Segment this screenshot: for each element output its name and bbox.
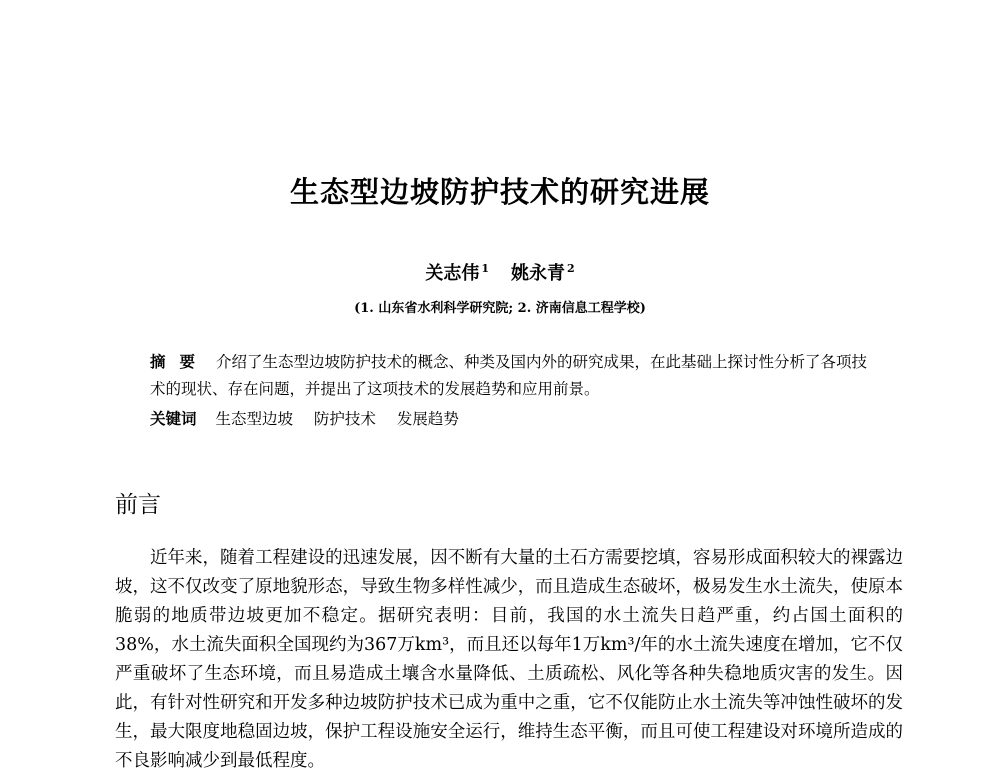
author-2-affil: 2 <box>567 262 575 275</box>
affiliation-line: (1. 山东省水利科学研究院; 2. 济南信息工程学校) <box>354 301 646 316</box>
keywords-label: 关键词 <box>150 410 197 428</box>
author-2 <box>511 263 575 284</box>
abstract-text: 介绍了生态型边坡防护技术的概念、种类及国内外的研究成果，在此基础上探讨性分析了各项技术的现状、存在问题，并提出了这项技术的发展趋势和应用前景。 <box>150 353 867 398</box>
author-1-affil: 1 <box>481 262 489 275</box>
paper-title: 生态型边坡防护技术的研究进展 <box>289 175 710 209</box>
intro-paragraph: 近年来，随着工程建设的迅速发展，因不断有大量的土石方需要挖填，容易形成面积较大的裸露边坡，这不仅改变了原地貌形态，导致生物多样性减少，而且造成生态破坏，极易发生水土流失，使原本脆弱的地质带边坡更加不稳定。据研究表明：目前，我国的水土流失日趋严重，约占国土面积的38%，水土流失面积全国现约为367万km³，而且还以每年1万km³/年的水土流失速度在增加，它不仅严重破坏了生态环境，而且易造成土壤含水量降低、土质疏松、风化等各种失稳地质灾害的发生。因此，有针对性研究和开发多种边坡防护技术已成为重中之重，它不仅能防止水土流失等冲蚀性破坏的发生，最大限度地稳固边坡，保护工程设施安全运行，维持生态平衡，而且可使工程建设对环境所造成的不良影响减少到最低程度。 <box>115 548 903 771</box>
abstract-label: 摘要 <box>150 353 210 371</box>
author-1 <box>425 263 489 284</box>
section-heading: 前言 <box>115 492 161 518</box>
abstract-block <box>150 349 870 403</box>
keyword-2: 防护技术 <box>313 410 376 428</box>
keywords-block <box>150 406 870 433</box>
author-2-name: 姚永青 <box>511 263 565 284</box>
keyword-1: 生态型边坡 <box>215 410 293 428</box>
author-1-name: 关志伟 <box>425 263 480 284</box>
keyword-3: 发展趋势 <box>396 410 459 428</box>
author-line <box>0 256 1000 287</box>
